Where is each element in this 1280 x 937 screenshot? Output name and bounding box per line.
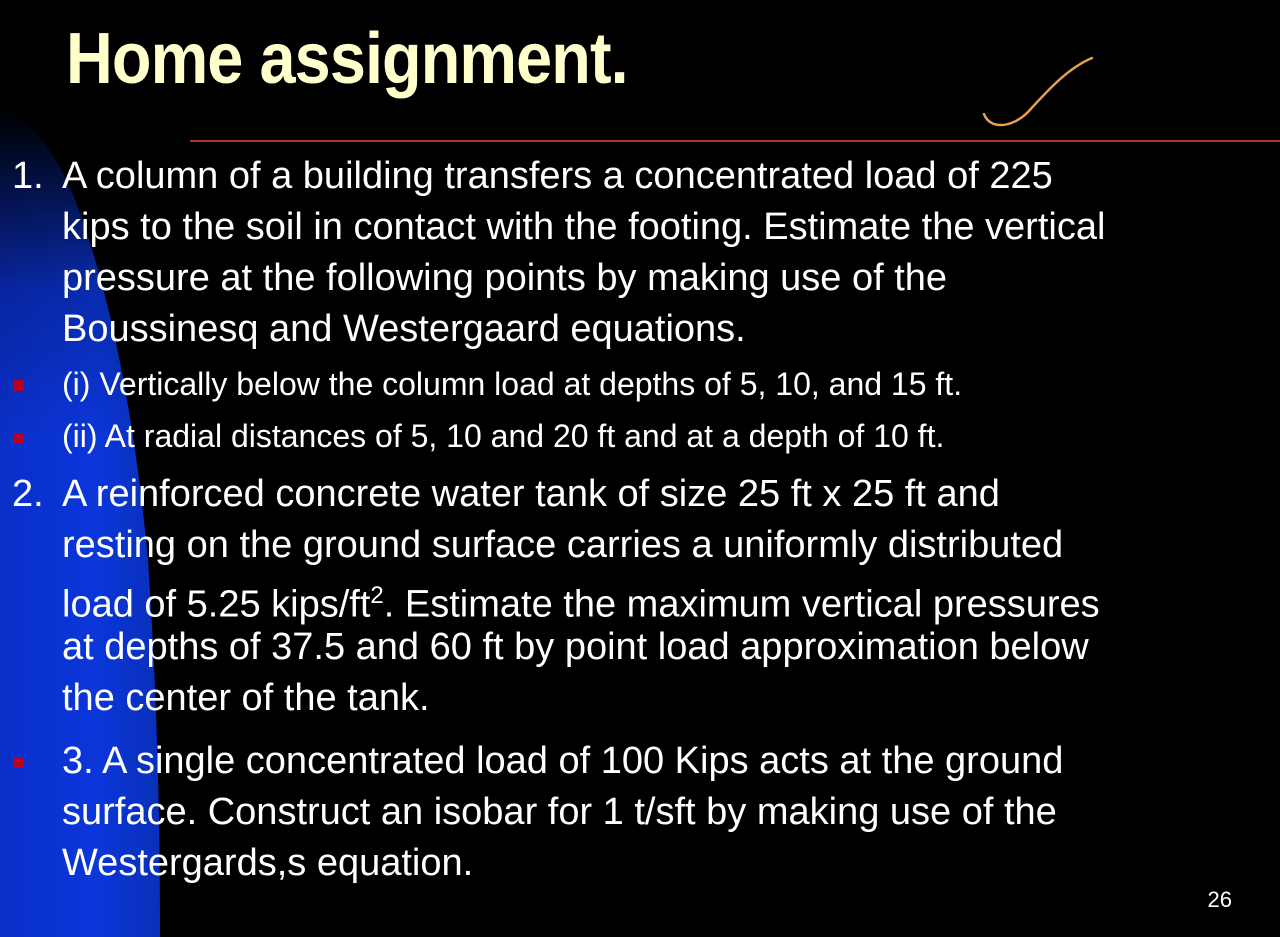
q3-line-3: Westergards,s equation. bbox=[62, 842, 474, 884]
q2-line-3-post: . Estimate the maximum vertical pressures bbox=[383, 583, 1100, 626]
q1-line-4: Boussinesq and Westergaard equations. bbox=[62, 308, 746, 350]
q2-line-4: at depths of 37.5 and 60 ft by point load approximation below bbox=[62, 626, 1089, 668]
q2-line-2: resting on the ground surface carries a uniformly distributed bbox=[62, 524, 1064, 566]
q1-line-1: A column of a building transfers a concentrated load of 225 bbox=[62, 155, 1053, 197]
q1-line-3: pressure at the following points by making use of the bbox=[62, 257, 948, 299]
page-number: 26 bbox=[1207, 887, 1232, 912]
q3-line-1: 3. A single concentrated load of 100 Kips acts at the ground bbox=[62, 740, 1064, 782]
q2-line-1: A reinforced concrete water tank of size 25 ft x 25 ft and bbox=[62, 473, 1000, 515]
slide-title: Home assignment. bbox=[66, 19, 628, 99]
q2-line-3-superscript: 2 bbox=[370, 582, 384, 609]
q2-line-3-pre: load of 5.25 kips/ft bbox=[62, 583, 371, 626]
q2-number: 2. bbox=[12, 473, 44, 515]
title-divider bbox=[190, 140, 1280, 142]
q3-line-2: surface. Construct an isobar for 1 t/sft by making use of the bbox=[62, 791, 1057, 833]
q1-sub-item-1: (i) Vertically below the column load at depths of 5, 10, and 15 ft. bbox=[62, 366, 963, 402]
q1-number: 1. bbox=[12, 155, 44, 197]
q2-line-3 bbox=[62, 576, 1100, 625]
q1-line-2: kips to the soil in contact with the footing. Estimate the vertical bbox=[62, 206, 1106, 248]
bullet-icon bbox=[13, 380, 24, 391]
q2-line-5: the center of the tank. bbox=[62, 677, 430, 719]
q1-sub-item-2: (ii) At radial distances of 5, 10 and 20 ft and at a depth of 10 ft. bbox=[62, 418, 945, 454]
bullet-icon bbox=[13, 757, 24, 768]
bullet-icon bbox=[13, 433, 24, 444]
decorative-swoosh-icon bbox=[970, 50, 1100, 140]
